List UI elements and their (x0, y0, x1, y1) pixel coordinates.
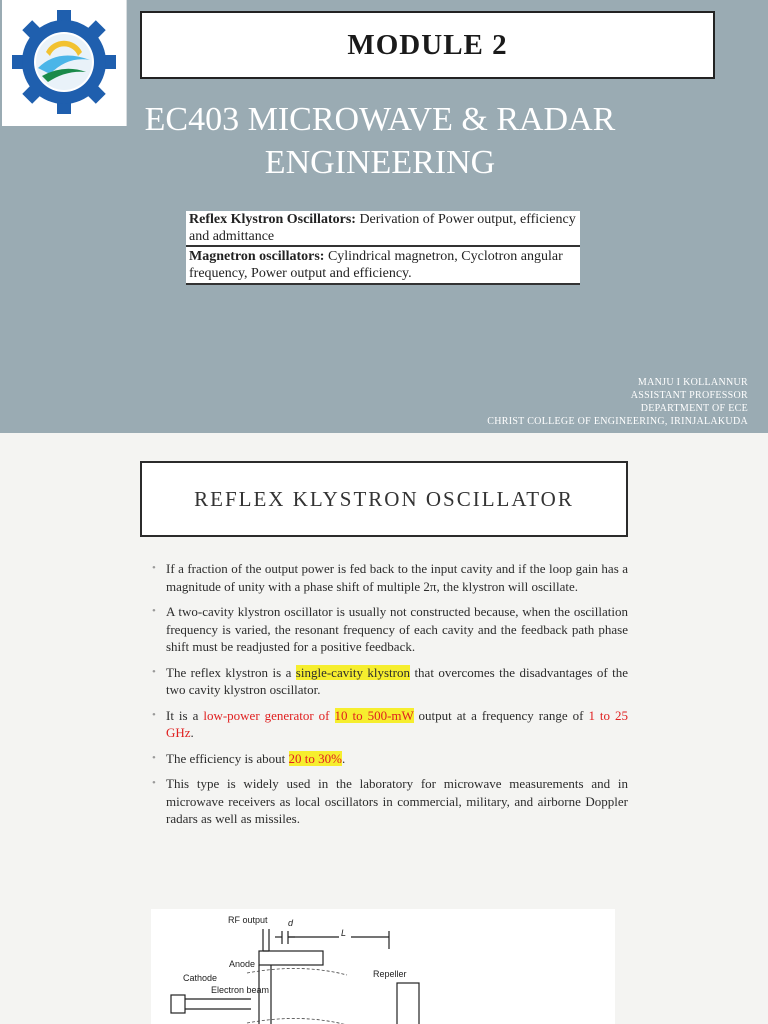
list-item (150, 707, 628, 742)
course-title-line2: ENGINEERING (264, 144, 496, 181)
syllabus-table (186, 211, 580, 285)
label-repeller: Repeller (373, 969, 407, 979)
syllabus-row-text: Derivation of Power output, efficiency and admittance (189, 212, 576, 244)
list-item (150, 664, 628, 699)
label-rf-output: RF output (228, 915, 268, 925)
syllabus-row-magnetron (186, 245, 580, 283)
bullet-text: The reflex klystron is a (166, 664, 296, 680)
author-college: CHRIST COLLEGE OF ENGINEERING, IRINJALAKUDA (487, 416, 748, 427)
highlight-power-range: 10 to 500-mW (334, 707, 414, 723)
college-logo (2, 0, 127, 126)
list-item (150, 775, 628, 828)
section-title: REFLEX KLYSTRON OSCILLATOR (194, 486, 574, 511)
gear-logo-icon (2, 0, 126, 126)
content-slide (0, 433, 768, 1024)
author-dept: DEPARTMENT OF ECE (640, 403, 748, 414)
field-lines (247, 968, 347, 1024)
bullet-text: . (190, 725, 194, 740)
bullet-text: It is a (166, 707, 204, 723)
label-d: d (288, 918, 294, 928)
label-anode: Anode (229, 959, 256, 969)
syllabus-row-heading: Magnetron oscillators: (189, 249, 325, 264)
syllabus-row-text: Cylindrical magnetron, Cyclotron angular frequency, Power output and efficiency. (189, 249, 563, 281)
author-name: MANJU I KOLLANNUR (637, 377, 748, 388)
reflex-klystron-diagram (151, 909, 615, 1024)
syllabus-row-reflex (186, 211, 580, 245)
bullet-text: that overcomes the disadvantages of the two cavity klystron oscillator. (166, 664, 628, 697)
bullet-text: If a fraction of the output power is fed back to the input cavity and if the loop gain has a magnitude of unity with a phase shift of multiple 2π, the klystron will oscillate. (166, 561, 628, 594)
module-title: MODULE 2 (347, 28, 508, 61)
section-title-box (140, 461, 628, 537)
bullet-text: The efficiency is about (166, 750, 289, 766)
highlight-efficiency: 20 to 30% (288, 750, 342, 766)
module-header-box (140, 11, 715, 79)
bullet-text: output at a frequency range of (413, 707, 589, 723)
author-block (487, 376, 748, 428)
title-slide (0, 0, 768, 433)
bullet-text: This type is widely used in the laboratory for microwave measurements and in microwave receivers as local oscillators in commercial, military, and airborne Doppler radars as well as missiles. (166, 776, 628, 826)
label-L: L (341, 928, 347, 938)
label-electron-beam: Electron beam (211, 985, 270, 995)
course-title (120, 98, 640, 184)
label-cathode: Cathode (183, 973, 218, 983)
author-role: ASSISTANT PROFESSOR (630, 390, 748, 401)
bullet-text: A two-cavity klystron oscillator is usually not constructed because, when the oscillation frequency is varied, the resonant frequency of each cavity and the feedback path phase shift must be readjusted for a positive feedback. (166, 604, 628, 654)
bullet-text: . (341, 750, 346, 766)
bullet-list (150, 560, 628, 836)
course-title-line1: EC403 MICROWAVE & RADAR (144, 101, 616, 138)
red-text-low-power: low-power generator of (203, 707, 335, 723)
syllabus-row-heading: Reflex Klystron Oscillators: (189, 212, 356, 227)
red-text-frequency: 1 to 25 GHz (166, 707, 629, 740)
highlight-single-cavity: single-cavity klystron (295, 664, 410, 680)
list-item (150, 603, 628, 656)
list-item (150, 560, 628, 595)
list-item (150, 750, 628, 768)
